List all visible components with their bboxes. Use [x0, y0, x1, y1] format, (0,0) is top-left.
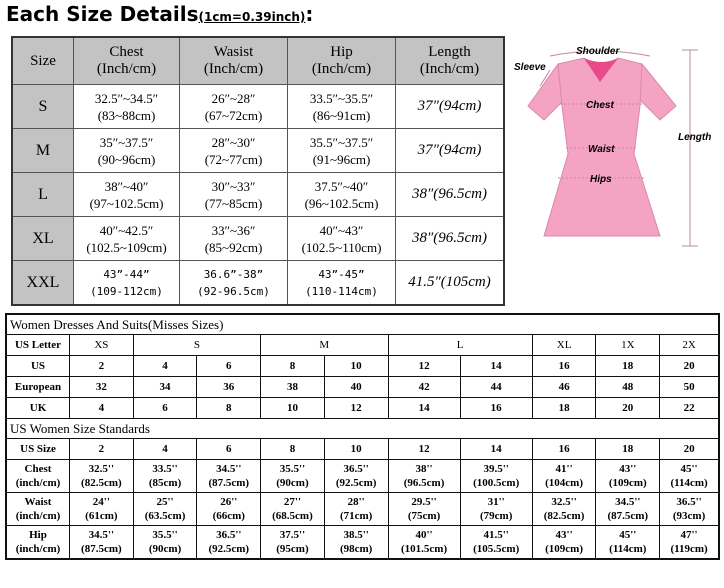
length-cell: 41.5″(105cm) [396, 261, 505, 306]
us-letter-row [6, 335, 719, 356]
chest-cell: 38″~40″ (97~102.5cm) [74, 173, 180, 217]
table-cell: 2 [70, 439, 134, 460]
table-row [6, 526, 719, 560]
table-cell: 28'' (71cm) [324, 493, 388, 526]
header-chest: Chest (Inch/cm) [74, 37, 180, 85]
table-cell: 18 [532, 398, 596, 419]
waist-cell: 33″~36″ (85~92cm) [180, 217, 288, 261]
table-cell: 6 [197, 356, 261, 377]
table-cell: 34.5'' (87.5cm) [596, 493, 660, 526]
table-cell: 47'' (119cm) [660, 526, 719, 560]
table-cell: 40 [324, 377, 388, 398]
size-label: L [12, 173, 74, 217]
table-cell: 36.5'' (92.5cm) [197, 526, 261, 560]
hip-cell: 33.5″~35.5″ (86~91cm) [288, 85, 396, 129]
length-cell: 38″(96.5cm) [396, 173, 505, 217]
table-cell: 33.5'' (85cm) [133, 460, 197, 493]
table-cell: 34 [133, 377, 197, 398]
table-cell: 43'' (109cm) [532, 526, 596, 560]
table-cell: 4 [70, 398, 134, 419]
table-row [6, 398, 719, 419]
table-cell: 6 [133, 398, 197, 419]
table-cell: 14 [460, 356, 532, 377]
table-cell: 38 [261, 377, 325, 398]
table-cell: 12 [388, 356, 460, 377]
table-cell: 34.5'' (87.5cm) [70, 526, 134, 560]
letter-cell: 2X [660, 335, 719, 356]
table-cell: 27'' (68.5cm) [261, 493, 325, 526]
table-cell: 34.5'' (87.5cm) [197, 460, 261, 493]
table-cell: 16 [460, 398, 532, 419]
dress-illustration [510, 36, 720, 266]
table-cell: 22 [660, 398, 719, 419]
letter-cell: 1X [596, 335, 660, 356]
table-cell: 2 [70, 356, 134, 377]
length-label: Length [678, 132, 712, 143]
hip-cell: 40″~43″ (102.5~110cm) [288, 217, 396, 261]
letter-cell: XL [532, 335, 596, 356]
length-cell: 37″(94cm) [396, 85, 505, 129]
table-cell: 24'' (61cm) [70, 493, 134, 526]
letter-cell: XS [70, 335, 134, 356]
row-label: US [6, 356, 70, 377]
table-cell: 10 [324, 439, 388, 460]
table-cell: 36 [197, 377, 261, 398]
table-cell: 36.5'' (92.5cm) [324, 460, 388, 493]
shoulder-label: Shoulder [576, 46, 620, 57]
table-cell: 8 [261, 356, 325, 377]
header-size: Size [12, 37, 74, 85]
table-cell: 16 [532, 356, 596, 377]
chest-cell: 35″~37.5″ (90~96cm) [74, 129, 180, 173]
letter-cell: S [133, 335, 260, 356]
dress-measurement-diagram [510, 36, 720, 266]
table-cell: 35.5'' (90cm) [133, 526, 197, 560]
table-cell: 45'' (114cm) [660, 460, 719, 493]
row-label: UK [6, 398, 70, 419]
sleeve-label: Sleeve [514, 62, 546, 73]
waist-label: Waist [588, 144, 615, 155]
section-title-row [6, 314, 719, 335]
header-waist: Wasist (Inch/cm) [180, 37, 288, 85]
waist-cell: 28″~30″ (72~77cm) [180, 129, 288, 173]
header-hip: Hip (Inch/cm) [288, 37, 396, 85]
table-cell: 29.5'' (75cm) [388, 493, 460, 526]
section-title-standards: US Women Size Standards [6, 419, 719, 439]
table-cell: 38'' (96.5cm) [388, 460, 460, 493]
table-cell: 36.5'' (93cm) [660, 493, 719, 526]
waist-cell: 36.6”-38” (92-96.5cm) [180, 261, 288, 306]
hip-cell: 43”-45” (110-114cm) [288, 261, 396, 306]
table-cell: 14 [388, 398, 460, 419]
table-cell: 8 [197, 398, 261, 419]
size-label: XXL [12, 261, 74, 306]
table-cell: 41'' (104cm) [532, 460, 596, 493]
table-cell: 12 [324, 398, 388, 419]
table-cell: 20 [660, 356, 719, 377]
table-cell: 31'' (79cm) [460, 493, 532, 526]
table-cell: 18 [596, 356, 660, 377]
size-details-table [11, 36, 505, 306]
table-row [6, 460, 719, 493]
chest-cell: 40″~42.5″ (102.5~109cm) [74, 217, 180, 261]
table-row [12, 261, 504, 306]
table-cell: 43'' (109cm) [596, 460, 660, 493]
table-row [6, 377, 719, 398]
table-cell: 32.5'' (82.5cm) [532, 493, 596, 526]
table-cell: 32 [70, 377, 134, 398]
section-title-row [6, 419, 719, 439]
table-cell: 8 [261, 439, 325, 460]
table-cell: 39.5'' (100.5cm) [460, 460, 532, 493]
table-row [6, 439, 719, 460]
size-table-header [12, 37, 504, 85]
waist-cell: 30″~33″ (77~85cm) [180, 173, 288, 217]
table-cell: 6 [197, 439, 261, 460]
table-cell: 25'' (63.5cm) [133, 493, 197, 526]
table-row [6, 356, 719, 377]
row-label: US Size [6, 439, 70, 460]
header-length: Length (Inch/cm) [396, 37, 505, 85]
table-cell: 20 [596, 398, 660, 419]
table-cell: 16 [532, 439, 596, 460]
row-label: Chest (inch/cm) [6, 460, 70, 493]
chest-cell: 32.5″~34.5″ (83~88cm) [74, 85, 180, 129]
table-cell: 46 [532, 377, 596, 398]
table-cell: 26'' (66cm) [197, 493, 261, 526]
table-cell: 44 [460, 377, 532, 398]
page-title [6, 2, 313, 26]
table-cell: 12 [388, 439, 460, 460]
letter-cell: L [388, 335, 532, 356]
waist-cell: 26″~28″ (67~72cm) [180, 85, 288, 129]
hips-label: Hips [590, 174, 612, 185]
table-row [12, 129, 504, 173]
table-cell: 38.5'' (98cm) [324, 526, 388, 560]
table-cell: 4 [133, 356, 197, 377]
table-cell: 50 [660, 377, 719, 398]
row-label: Hip (inch/cm) [6, 526, 70, 560]
chest-cell: 43”-44” (109-112cm) [74, 261, 180, 306]
misses-size-table [5, 313, 720, 560]
title-main: Each Size Details [6, 2, 199, 26]
table-cell: 45'' (114cm) [596, 526, 660, 560]
table-row [12, 85, 504, 129]
size-label: S [12, 85, 74, 129]
row-label: European [6, 377, 70, 398]
table-cell: 20 [660, 439, 719, 460]
row-label: US Letter [6, 335, 70, 356]
table-cell: 40'' (101.5cm) [388, 526, 460, 560]
table-cell: 35.5'' (90cm) [261, 460, 325, 493]
length-cell: 37″(94cm) [396, 129, 505, 173]
size-label: M [12, 129, 74, 173]
hip-cell: 37.5″~40″ (96~102.5cm) [288, 173, 396, 217]
table-cell: 41.5'' (105.5cm) [460, 526, 532, 560]
length-cell: 38″(96.5cm) [396, 217, 505, 261]
letter-cell: M [261, 335, 388, 356]
title-colon: : [305, 2, 314, 26]
table-cell: 37.5'' (95cm) [261, 526, 325, 560]
table-row [12, 173, 504, 217]
hip-cell: 35.5″~37.5″ (91~96cm) [288, 129, 396, 173]
title-conversion: (1cm=0.39inch) [198, 10, 306, 24]
table-row [6, 493, 719, 526]
row-label: Waist (inch/cm) [6, 493, 70, 526]
table-cell: 4 [133, 439, 197, 460]
table-cell: 18 [596, 439, 660, 460]
table-row [12, 217, 504, 261]
table-cell: 48 [596, 377, 660, 398]
table-cell: 42 [388, 377, 460, 398]
table-cell: 10 [324, 356, 388, 377]
table-cell: 14 [460, 439, 532, 460]
size-label: XL [12, 217, 74, 261]
table-cell: 10 [261, 398, 325, 419]
section-title-misses: Women Dresses And Suits(Misses Sizes) [6, 314, 719, 335]
chest-label: Chest [586, 100, 614, 111]
table-cell: 32.5'' (82.5cm) [70, 460, 134, 493]
